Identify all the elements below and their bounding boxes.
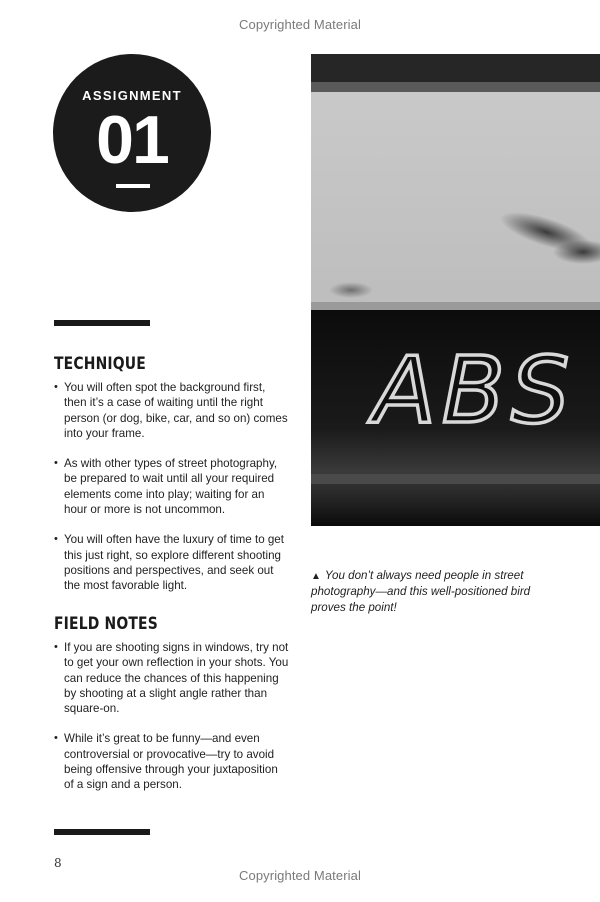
field-notes-list-wrapper xyxy=(54,640,290,808)
assignment-label: ASSIGNMENT xyxy=(82,88,182,103)
page-number: 8 xyxy=(54,856,62,870)
field-notes-item: • If you are shooting signs in windows, try not to get your own reflection in your shots. You can reduce the chances of this happening by shooting at a slight angle rather than square-on. xyxy=(54,640,290,716)
triangle-up-icon: ▲ xyxy=(311,571,321,582)
technique-item: • As with other types of street photography, be prepared to wait until all your required elements come into play; waiting for an hour or more is not uncommon. xyxy=(54,456,290,517)
section-rule-bottom xyxy=(54,829,150,835)
caption-text: You don’t always need people in street photography—and this well-positioned bird proves the point! xyxy=(311,569,531,614)
technique-item: • You will often have the luxury of time to get this just right, so explore different shooting positions and perspectives, and seek out the most favorable light. xyxy=(54,532,290,593)
technique-list-wrapper xyxy=(54,380,290,609)
sign-letters: ABS xyxy=(373,337,576,444)
technique-heading: TECHNIQUE xyxy=(54,354,146,374)
field-notes-item: • While it’s great to be funny—and even controversial or provocative—try to avoid being offensive through your juxtaposition of a sign and a person. xyxy=(54,731,290,792)
street-photo xyxy=(311,54,600,526)
copyright-watermark-top: Copyrighted Material xyxy=(239,17,361,32)
assignment-badge xyxy=(53,54,211,212)
field-notes-heading: FIELD NOTES xyxy=(54,614,158,634)
section-rule-top xyxy=(54,320,150,326)
assignment-number: 01 xyxy=(96,102,168,178)
street-photo-illustration xyxy=(311,54,600,526)
photo-caption xyxy=(311,568,551,615)
copyright-watermark-bottom: Copyrighted Material xyxy=(239,868,361,883)
field-notes-list xyxy=(54,640,290,793)
technique-item: • You will often spot the background first, then it’s a case of waiting until the right person (or dog, bike, car, and so on) comes into your frame. xyxy=(54,380,290,441)
badge-underline xyxy=(116,184,150,188)
technique-list xyxy=(54,380,290,594)
